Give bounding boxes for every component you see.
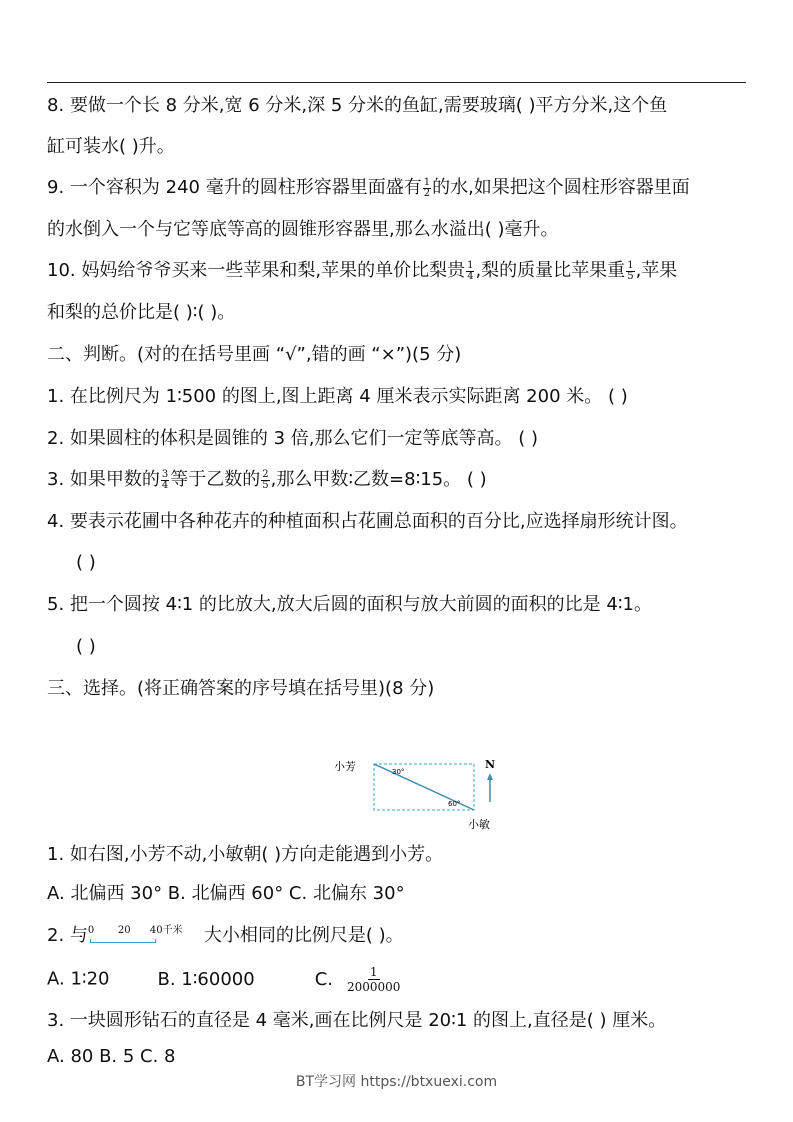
s2-item-3-b: 等于乙数的 — [170, 469, 261, 490]
s2-item-3 — [47, 468, 487, 492]
scale-tick-0: 0 — [87, 925, 95, 936]
angle-30: 30° — [392, 768, 405, 776]
q10-text-c: ,苹果 — [635, 260, 678, 281]
scale-line — [90, 939, 156, 943]
fraction — [161, 470, 169, 491]
q8-line2: 缸可装水( )升。 — [47, 136, 175, 157]
denominator: 5 — [627, 270, 634, 282]
section2-title: 二、判断。(对的在括号里画 “√”,错的画 “×”)(5 分) — [47, 344, 462, 365]
option-b: B. 1∶60000 — [157, 968, 255, 990]
q10-text-a: 10. 妈妈给爷爷买来一些苹果和梨,苹果的单价比梨贵 — [47, 260, 466, 281]
s3-q3-stem: 3. 一块圆形钻石的直径是 4 毫米,画在比例尺是 20∶1 的图上,直径是( ) 厘米。 — [47, 1010, 667, 1031]
s2-item-4-blank: ( ) — [76, 552, 96, 573]
denominator: 4 — [467, 270, 474, 282]
numerator: 1 — [369, 965, 378, 979]
section3-title: 三、选择。(将正确答案的序号填在括号里)(8 分) — [47, 678, 435, 699]
north-arrowhead — [487, 773, 493, 780]
s2-item-5: 5. 把一个圆按 4∶1 的比放大,放大后圆的面积与放大前圆的面积的比是 4∶1。 — [47, 594, 652, 615]
s2-item-4: 4. 要表示花圃中各种花卉的种植面积占花圃总面积的百分比,应选择扇形统计图。 — [47, 511, 688, 532]
denominator: 4 — [161, 479, 169, 491]
q9-line1 — [47, 176, 690, 200]
scale-tick-40: 40千米 — [149, 925, 183, 936]
denominator: 2 — [423, 187, 431, 199]
north-label: N — [485, 758, 496, 771]
s3-q1-options: A. 北偏西 30° B. 北偏西 60° C. 北偏东 30° — [47, 883, 405, 904]
s2-item-1: 1. 在比例尺为 1∶500 的图上,图上距离 4 厘米表示实际距离 200 米。 ( ) — [47, 386, 628, 407]
q10-line1 — [47, 259, 677, 283]
s3-q2-a: 2. 与 — [47, 925, 88, 946]
scale-bar — [88, 925, 200, 947]
q10-line2: 和梨的总价比是( )∶( )。 — [47, 302, 236, 323]
angle-60: 60° — [448, 800, 461, 808]
q9-line2: 的水倒入一个与它等底等高的圆锥形容器里,那么水溢出( )毫升。 — [47, 219, 559, 240]
s3-q2-stem — [47, 924, 404, 948]
direction-diagram — [330, 752, 510, 832]
label-xiaofang: 小芳 — [334, 760, 356, 773]
numerator: 2 — [262, 468, 269, 480]
option-a: A. 1∶20 — [47, 968, 110, 990]
label-xiaomin: 小敏 — [468, 818, 490, 831]
s2-item-3-c: ,那么甲数∶乙数=8∶15。 ( ) — [270, 469, 487, 490]
s2-item-2: 2. 如果圆柱的体积是圆锥的 3 倍,那么它们一定等底等高。 ( ) — [47, 428, 538, 449]
s3-q1-stem: 1. 如右图,小芳不动,小敏朝( )方向走能遇到小芳。 — [47, 844, 444, 865]
q9-text-b: 的水,如果把这个圆柱形容器里面 — [432, 177, 690, 198]
q8-line1: 8. 要做一个长 8 分米,宽 6 分米,深 5 分米的鱼缸,需要玻璃( )平方分米,这个鱼 — [47, 95, 668, 116]
s2-item-3-a: 3. 如果甲数的 — [47, 469, 160, 490]
scale-tick-20: 20 — [117, 925, 131, 936]
numerator: 3 — [161, 468, 169, 480]
denominator: 5 — [262, 479, 269, 491]
s3-q3-options: A. 80 B. 5 C. 8 — [47, 1046, 176, 1067]
q10-text-b: ,梨的质量比苹果重 — [475, 260, 626, 281]
fraction — [347, 965, 400, 994]
fraction — [423, 178, 431, 199]
q9-text-a: 9. 一个容积为 240 毫升的圆柱形容器里面盛有 — [47, 177, 422, 198]
fraction — [261, 470, 269, 491]
s2-item-5-blank: ( ) — [76, 636, 96, 657]
s3-q2-options — [47, 965, 401, 994]
option-c: C. — [314, 968, 333, 990]
s3-q2-b: 大小相同的比例尺是( )。 — [203, 925, 404, 946]
numerator: 1 — [627, 259, 634, 271]
numerator: 1 — [467, 259, 474, 271]
fraction — [466, 261, 474, 282]
numerator: 1 — [423, 176, 431, 188]
denominator: 2000000 — [346, 980, 401, 994]
fraction — [626, 261, 634, 282]
footer-watermark: BT学习网 https://btxuexi.com — [295, 1074, 498, 1090]
header-rule — [47, 82, 746, 83]
